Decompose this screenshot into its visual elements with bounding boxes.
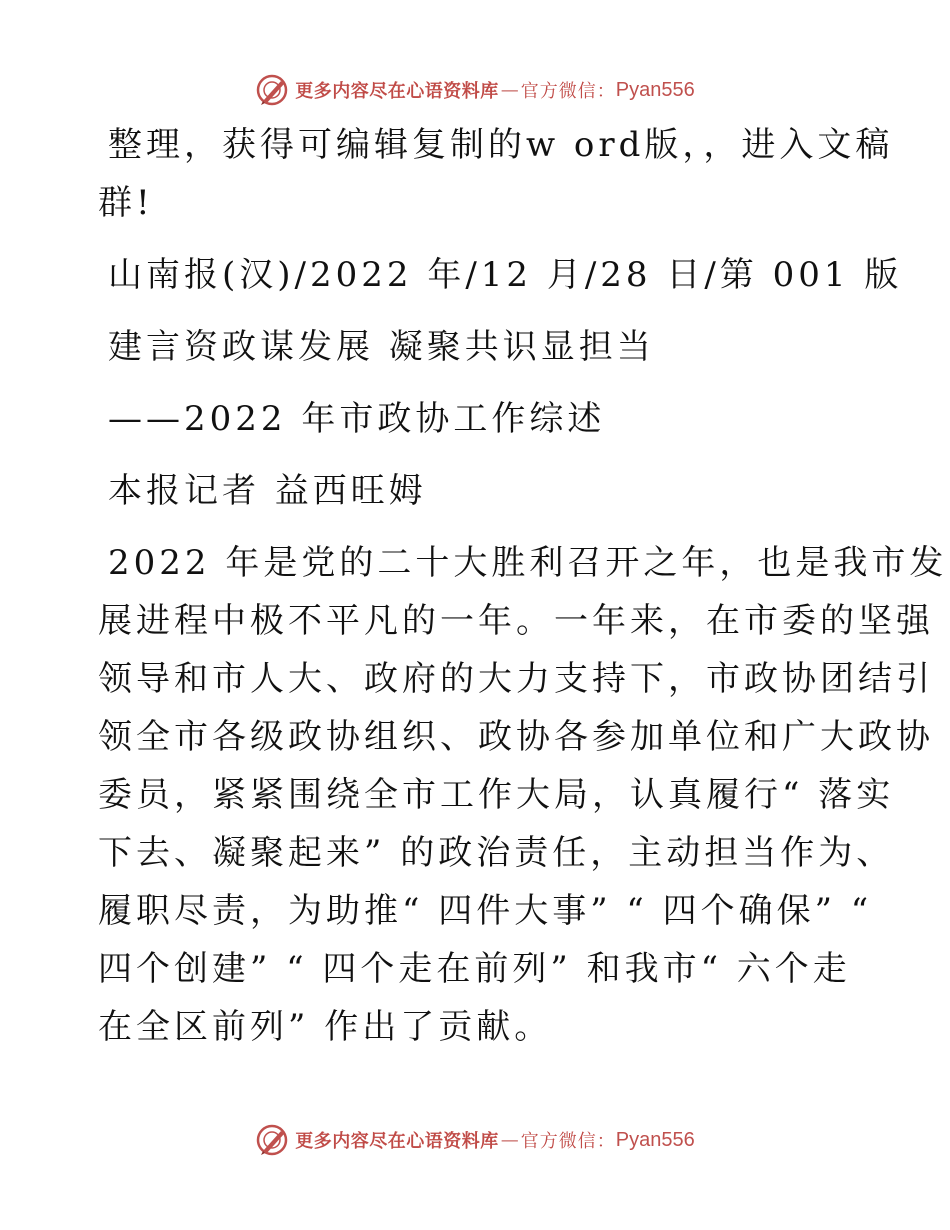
intro-note-line-2: 群! bbox=[98, 183, 154, 223]
article-subtitle: ——2022 年市政协工作综述 bbox=[108, 399, 606, 439]
body-line: 四个创建” “ 四个走在前列” 和我市“ 六个走 bbox=[98, 949, 851, 989]
body-line: 展进程中极不平凡的一年。一年来，在市委的坚强 bbox=[98, 601, 934, 641]
body-line: 在全区前列” 作出了贡献。 bbox=[98, 1007, 553, 1047]
body-line: 2022 年是党的二十大胜利召开之年，也是我市发 bbox=[108, 543, 948, 583]
article-byline: 本报记者 益西旺姆 bbox=[108, 471, 427, 511]
watermark-wechat-id: Pyan556 bbox=[615, 78, 695, 101]
article-source: 山南报(汉)/2022 年/12 月/28 日/第 001 版 bbox=[108, 255, 903, 295]
watermark-separator: — bbox=[500, 1129, 519, 1151]
body-line: 下去、凝聚起来” 的政治责任，主动担当作为、 bbox=[98, 833, 895, 873]
watermark-banner-top bbox=[0, 70, 950, 110]
article-paragraph bbox=[98, 534, 948, 1056]
watermark-official-label: 官方微信： bbox=[520, 1131, 616, 1152]
intro-note-line-1: 整理，获得可编辑复制的w ord版，，进入文稿 bbox=[108, 125, 894, 165]
body-line: 领全市各级政协组织、政协各参加单位和广大政协 bbox=[98, 717, 934, 757]
watermark-banner-bottom bbox=[0, 1120, 950, 1160]
document-body bbox=[98, 116, 948, 1056]
watermark-separator: — bbox=[500, 79, 519, 101]
body-line: 履职尽责，为助推“ 四件大事” “ 四个确保” “ bbox=[98, 891, 873, 931]
pen-logo-icon bbox=[255, 1123, 289, 1157]
pen-logo-icon bbox=[255, 73, 289, 107]
watermark-wechat-id: Pyan556 bbox=[615, 1128, 695, 1151]
watermark-brand: 更多内容尽在心语资料库 bbox=[295, 81, 499, 102]
watermark-brand: 更多内容尽在心语资料库 bbox=[295, 1131, 499, 1152]
article-headline: 建言资政谋发展 凝聚共识显担当 bbox=[108, 327, 655, 367]
watermark-official-label: 官方微信： bbox=[520, 81, 616, 102]
body-line: 领导和市人大、政府的大力支持下，市政协团结引 bbox=[98, 659, 934, 699]
body-line: 委员，紧紧围绕全市工作大局，认真履行“ 落实 bbox=[98, 775, 895, 815]
